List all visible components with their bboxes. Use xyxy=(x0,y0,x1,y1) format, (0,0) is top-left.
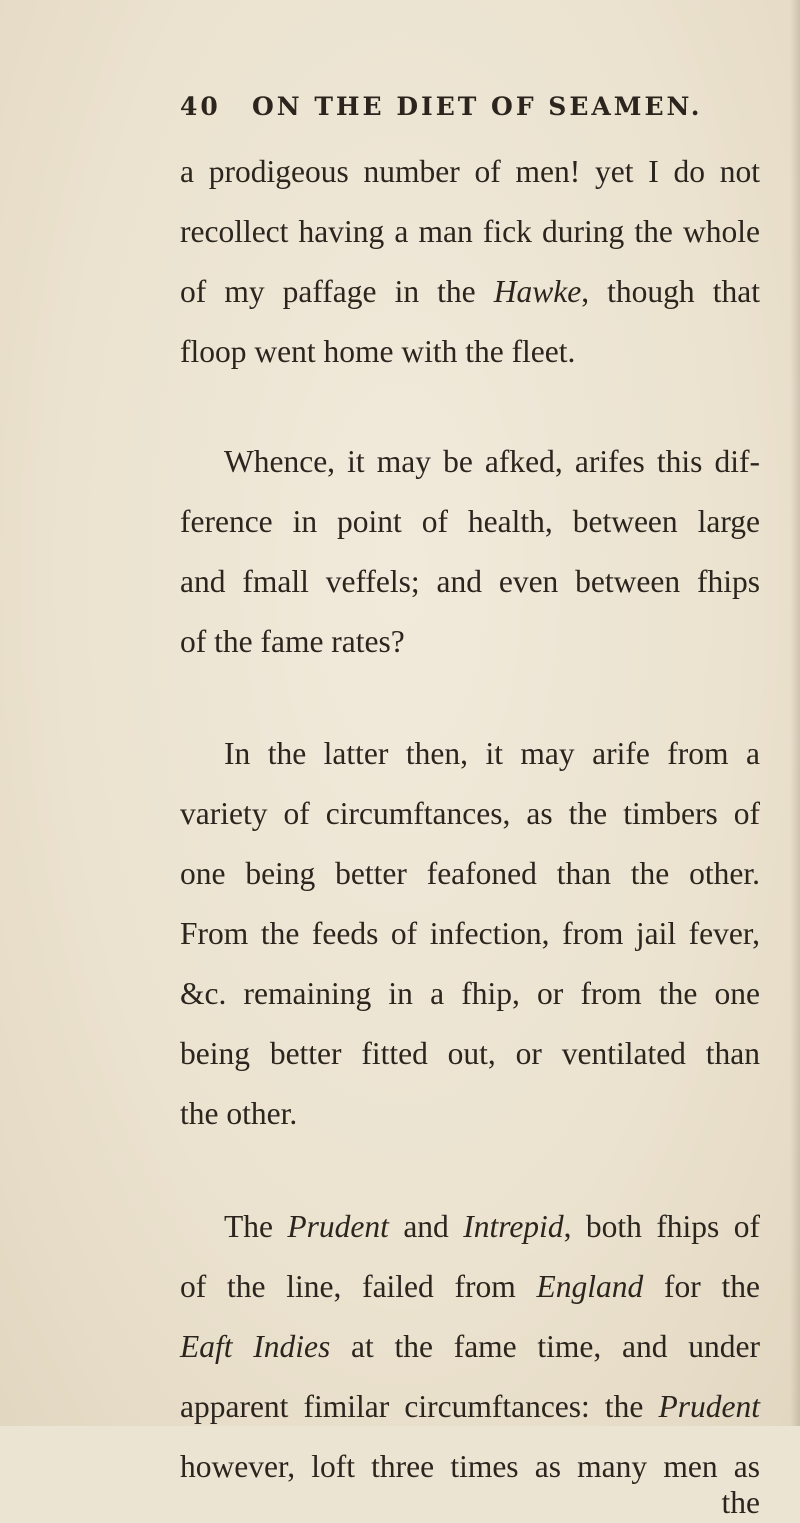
paragraph-2 xyxy=(180,432,760,672)
running-title: ON THE DIET OF SEAMEN. xyxy=(252,92,703,121)
place-east-indies: Eaft Indies xyxy=(180,1329,331,1364)
text-line: recollect having a man fick during the whole xyxy=(180,214,760,249)
text-line: of the fame rates? xyxy=(180,624,405,659)
paragraph-1 xyxy=(180,142,760,382)
running-head xyxy=(180,92,703,132)
text-line: In the latter then, it may arife from a xyxy=(224,736,760,771)
text-line: of my paffage in the Hawke, though that xyxy=(180,274,760,309)
body-text xyxy=(180,142,760,1523)
text-line: The Prudent and Intrepid, both fhips of xyxy=(224,1209,760,1244)
text-line: variety of circumftances, as the timbers of xyxy=(180,796,760,831)
text-line: Eaft Indies at the fame time, and under xyxy=(180,1329,760,1364)
text-line: floop went home with the fleet. xyxy=(180,334,576,369)
text-line: apparent fimilar circumftances: the Prudent xyxy=(180,1389,760,1424)
text-line: ference in point of health, between large xyxy=(180,504,760,539)
ship-name-prudent-2: Prudent xyxy=(658,1389,760,1424)
paragraph-3 xyxy=(180,724,760,1144)
paragraph-4 xyxy=(180,1197,760,1523)
text-line: a prodigeous number of men! yet I do not xyxy=(180,154,760,189)
text-line: the other. xyxy=(180,1096,298,1131)
ship-name-intrepid: Intrepid xyxy=(463,1209,564,1244)
text-line: one being better feafoned than the other. xyxy=(180,856,760,891)
page-edge-shadow xyxy=(790,0,800,1426)
text-line: of the line, failed from England for the xyxy=(180,1269,760,1304)
text-line: being better fitted out, or ventilated than xyxy=(180,1036,760,1071)
page-number: 40 xyxy=(180,92,221,121)
text-line: From the feeds of infection, from jail fever, xyxy=(180,916,760,951)
place-england: England xyxy=(536,1269,644,1304)
text-line: and fmall veffels; and even between fhips xyxy=(180,564,760,599)
text-line: Whence, it may be afked, arifes this dif- xyxy=(224,444,760,479)
ship-name-hawke: Hawke xyxy=(493,274,582,309)
text-line: however, loft three times as many men as xyxy=(180,1449,760,1484)
text-line: &c. remaining in a fhip, or from the one xyxy=(180,976,760,1011)
ship-name-prudent: Prudent xyxy=(287,1209,389,1244)
catchword: the xyxy=(721,1485,760,1520)
